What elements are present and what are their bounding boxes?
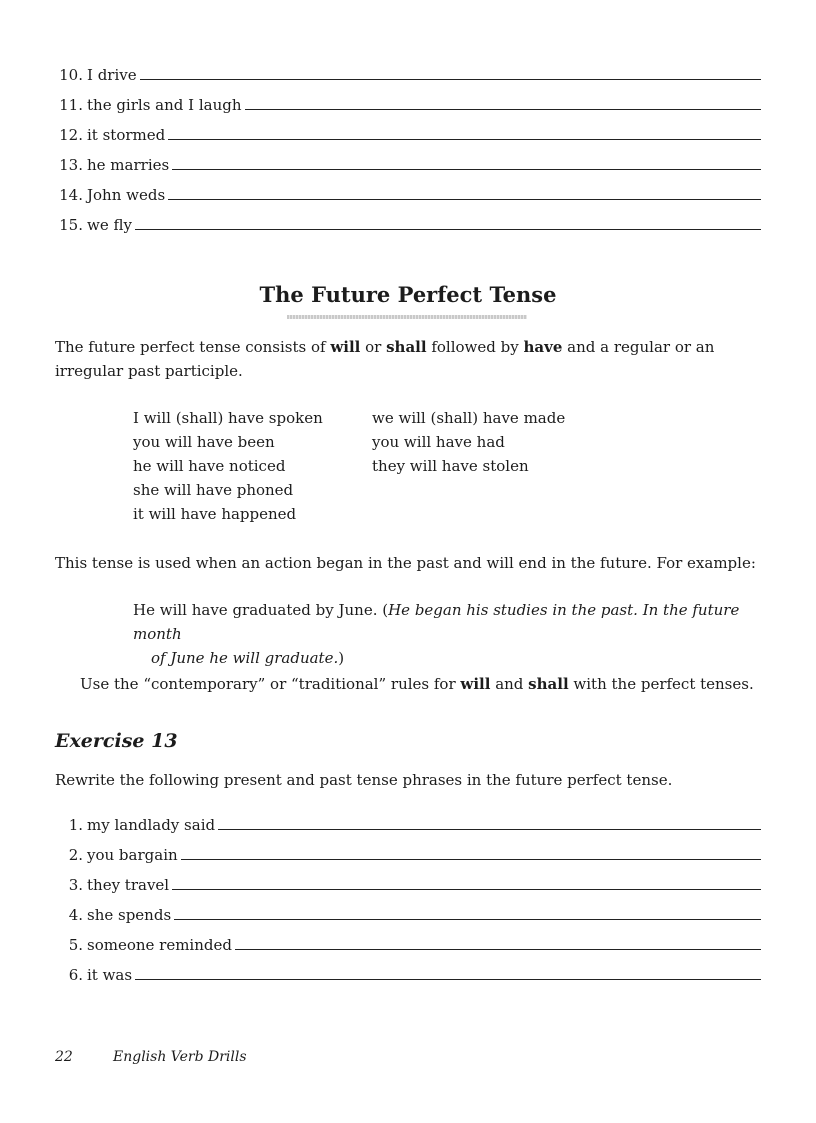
item-phrase: we fly xyxy=(87,216,132,234)
item-phrase: it was xyxy=(87,966,133,984)
page-number: 22 xyxy=(55,1049,73,1065)
answer-blank[interactable] xyxy=(135,229,761,230)
answer-blank[interactable] xyxy=(168,199,761,200)
item-phrase: I drive xyxy=(87,66,137,84)
book-title: English Verb Drills xyxy=(113,1049,247,1065)
item-phrase: they travel xyxy=(87,876,170,894)
conjugation-line: he will have noticed xyxy=(133,457,286,475)
item-phrase: you bargain xyxy=(87,846,178,864)
intro-paragraph: The future perfect tense consists of will or shall followed by have and a regular or an irregular past participle. xyxy=(55,338,715,380)
exercise-title: Exercise 13 xyxy=(55,730,178,752)
answer-blank[interactable] xyxy=(174,919,761,920)
keyword-shall: shall xyxy=(528,675,569,693)
list-item xyxy=(55,902,761,924)
item-number: 12. xyxy=(59,126,83,144)
item-phrase: it stormed xyxy=(87,126,166,144)
conjugation-right-column xyxy=(372,406,565,478)
keyword-shall: shall xyxy=(386,338,427,356)
keyword-will: will xyxy=(330,338,361,356)
list-item xyxy=(55,212,761,234)
conjugation-line: we will (shall) have made xyxy=(372,409,566,427)
example-sentence: He will have graduated by June. (He began his studies in the past. In the future month of June he will graduate.) xyxy=(133,601,740,667)
answer-blank[interactable] xyxy=(181,859,761,860)
conjugation-left-column xyxy=(133,406,323,526)
item-phrase: the girls and I laugh xyxy=(87,96,242,114)
conjugation-line: she will have phoned xyxy=(133,481,294,499)
list-item xyxy=(55,872,761,894)
item-number: 3. xyxy=(68,876,83,894)
keyword-will: will xyxy=(460,675,491,693)
conjugation-line: it will have happened xyxy=(133,505,297,523)
item-phrase: John weds xyxy=(87,186,166,204)
list-item xyxy=(55,932,761,954)
list-item xyxy=(55,812,761,834)
section-title: The Future Perfect Tense xyxy=(259,282,557,307)
conjugation-line: you will have been xyxy=(133,433,275,451)
answer-blank[interactable] xyxy=(140,79,761,80)
list-item xyxy=(55,842,761,864)
item-phrase: someone reminded xyxy=(87,936,232,954)
item-phrase: my landlady said xyxy=(87,816,216,834)
answer-blank[interactable] xyxy=(218,829,761,830)
answer-blank[interactable] xyxy=(168,139,761,140)
item-number: 11. xyxy=(59,96,83,114)
list-item xyxy=(55,182,761,204)
list-item xyxy=(55,962,761,984)
exercise-instruction: Rewrite the following present and past tense phrases in the future perfect tense. xyxy=(55,771,673,789)
item-number: 1. xyxy=(68,816,83,834)
item-number: 5. xyxy=(68,936,83,954)
rules-note: Use the “contemporary” or “traditional” rules for will and shall with the perfect tenses. xyxy=(80,675,754,693)
usage-paragraph: This tense is used when an action began in the past and will end in the future. For example: xyxy=(55,554,756,572)
item-phrase: he marries xyxy=(87,156,170,174)
answer-blank[interactable] xyxy=(172,169,761,170)
item-number: 13. xyxy=(59,156,83,174)
answer-blank[interactable] xyxy=(235,949,761,950)
conjugation-line: they will have stolen xyxy=(372,457,529,475)
item-number: 15. xyxy=(59,216,83,234)
answer-blank[interactable] xyxy=(135,979,761,980)
list-item xyxy=(55,152,761,174)
conjugation-line: you will have had xyxy=(372,433,505,451)
conjugation-line: I will (shall) have spoken xyxy=(133,409,323,427)
item-number: 6. xyxy=(68,966,83,984)
item-number: 2. xyxy=(68,846,83,864)
answer-blank[interactable] xyxy=(245,109,762,110)
item-phrase: she spends xyxy=(87,906,172,924)
list-item xyxy=(55,62,761,84)
list-item xyxy=(55,92,761,114)
item-number: 4. xyxy=(68,906,83,924)
answer-blank[interactable] xyxy=(172,889,761,890)
heading-underline xyxy=(287,315,527,319)
list-item xyxy=(55,122,761,144)
item-number: 10. xyxy=(59,66,83,84)
keyword-have: have xyxy=(523,338,563,356)
item-number: 14. xyxy=(59,186,83,204)
